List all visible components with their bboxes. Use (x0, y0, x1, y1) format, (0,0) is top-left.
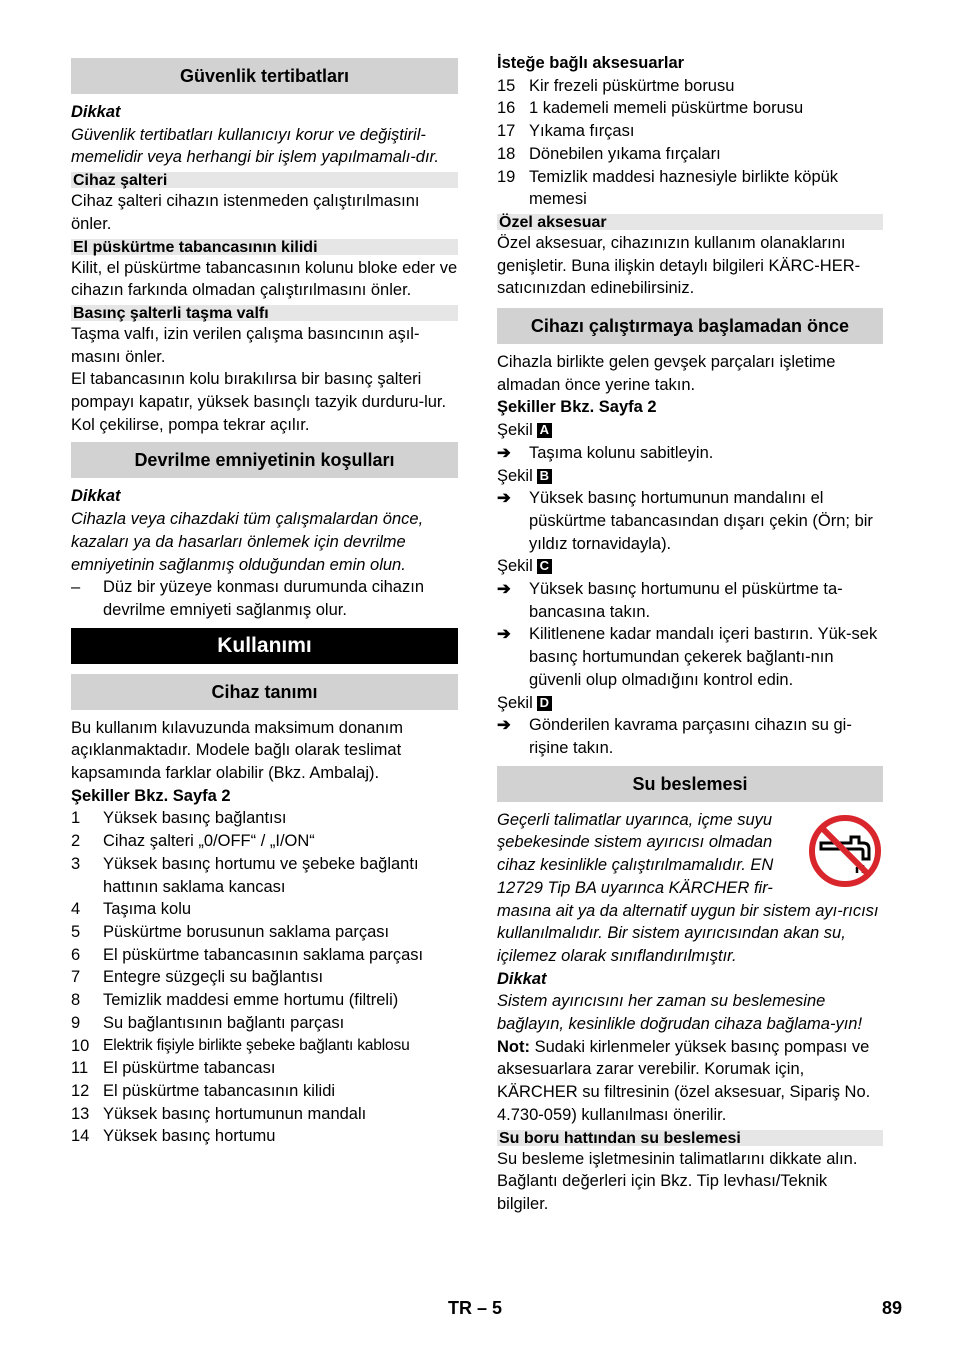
figure-ref-b: Şekil B (497, 465, 883, 488)
accessories-list (497, 75, 883, 211)
list-item-number: 6 (71, 945, 81, 964)
subheading-cihaz-salteri: Cihaz şalteri (71, 172, 458, 188)
list-item-text: El püskürtme tabancası (103, 1059, 276, 1078)
list-item-text: Püskürtme borusunun saklama parçası (103, 922, 390, 941)
list-item-number: 7 (71, 968, 81, 987)
figure-label-a: A (537, 423, 552, 438)
figure-label-d: D (537, 696, 552, 711)
list-item (71, 1012, 458, 1035)
list-item-number: 9 (71, 1013, 81, 1032)
caution-text: Cihazla veya cihazdaki tüm çalışmalardan önce, kazaları ya da hasarları önlemek için devrilme emniyetinin sağlanmış olduğundan emin olun. (71, 510, 424, 574)
section-heading-cihaz-tanimi: Cihaz tanımı (71, 674, 458, 710)
list-item (497, 166, 883, 211)
list-item-number: 18 (497, 144, 516, 163)
list-item-number: 17 (497, 122, 516, 141)
list-item-number: 4 (71, 900, 81, 919)
chapter-heading-kullanimi: Kullanımı (71, 628, 458, 664)
list-item (497, 143, 883, 166)
step-item: ➔ Yüksek basınç hortumunu el püskürtme ta-bancasına takın. (497, 578, 883, 623)
caution-text: Sistem ayırıcısını her zaman su beslemesine bağlayın, kesinlikle doğrudan cihaza bağlama-yın! (497, 992, 863, 1034)
paragraph: Cihaz şalteri cihazın istenmeden çalıştırılmasını önler. (71, 192, 420, 233)
paragraph: Cihazla birlikte gelen gevşek parçaları işletime almadan önce yerine takın. (497, 353, 836, 394)
paragraph: El tabancasının kolu bırakılırsa bir basınç şalteri pompayı kapatır, yüksek basınçlı tazyik durduru-lur. Kol çekilirse, pompa tekrar açılır. (71, 370, 447, 434)
list-item-number: 16 (497, 99, 516, 118)
list-item-text: Temizlik maddesi haznesiyle birlikte köpük memesi (529, 167, 839, 209)
list-item-text: Su bağlantısının bağlantı parçası (103, 1013, 345, 1032)
list-item-number: 11 (71, 1059, 89, 1078)
list-item-number: 3 (71, 854, 81, 873)
list-item (71, 1035, 458, 1058)
list-item (71, 966, 458, 989)
caution-text: Güvenlik tertibatları kullanıcıyı korur ve değiştiril-memelidir veya herhangi bir işlem yapılmamalı-dır. (71, 125, 440, 167)
subheading-istege-bagli: İsteğe bağlı aksesuarlar (497, 54, 685, 72)
subheading-su-boru-hatti: Su boru hattından su beslemesi (497, 1130, 883, 1146)
arrow-icon: ➔ (497, 625, 511, 644)
paragraph: Taşma valfı, izin verilen çalışma basıncının aşıl-masını önler. (71, 324, 420, 366)
list-item (71, 1057, 458, 1080)
step-item: ➔ Kilitlenene kadar mandalı içeri bastırın. Yük-sek basınç hortumundan çekerek bağlantı-nın güvenli olup olmadığını kontrol edin. (497, 623, 883, 691)
list-item-text: Dönebilen yıkama fırçaları (529, 144, 721, 163)
list-item-text: Kir frezeli püskürtme borusu (529, 76, 735, 95)
footer-language-page: TR – 5 (448, 1298, 503, 1318)
figures-reference: Şekiller Bkz. Sayfa 2 (497, 398, 657, 417)
list-item-number: 12 (71, 1081, 90, 1100)
left-column (71, 52, 458, 1148)
list-item-number: 19 (497, 167, 516, 186)
list-item-number: 15 (497, 76, 516, 95)
list-item-number: 10 (71, 1036, 90, 1055)
step-item: ➔ Gönderilen kavrama parçasını cihazın su gi-rişine takın. (497, 714, 883, 759)
list-item-number: 2 (71, 832, 81, 851)
list-item (71, 830, 458, 853)
list-item-text: 1 kademeli memeli püskürtme borusu (529, 99, 804, 118)
figure-ref-a: Şekil A (497, 419, 883, 442)
list-item (71, 807, 458, 830)
list-item-number: 5 (71, 922, 81, 941)
dash-mark: – (71, 578, 81, 597)
paragraph: Kilit, el püskürtme tabancasının kolunu bloke eder ve cihazın farkında olmadan çalıştırılmasını önler. (71, 258, 458, 300)
section-heading-guvenlik: Güvenlik tertibatları (71, 58, 458, 94)
step-item: ➔ Yüksek basınç hortumunun mandalını el püskürtme tabancasından dışarı çekin (Örn; bir yıldız tornavidayla). (497, 487, 883, 555)
footer-page-number: 89 (882, 1298, 903, 1318)
list-item (71, 1125, 458, 1148)
list-item-text: Yüksek basınç hortumunun mandalı (103, 1104, 367, 1123)
paragraph: Özel aksesuar, cihazınızın kullanım olanaklarını genişletir. Buna ilişkin detaylı bilgileri KÄRC-HER-satıcınızdan edinebilirsiniz. (497, 233, 861, 298)
subheading-ozel-aksesuar: Özel aksesuar (497, 214, 883, 230)
no-drinking-water-icon (807, 813, 883, 889)
paragraph: Bağlantı değerleri için Bkz. Tip levhası/Teknik bilgiler. (497, 1172, 828, 1213)
list-item-number: 1 (71, 809, 81, 828)
list-item-number: 14 (71, 1127, 90, 1146)
list-item-text: Yüksek basınç hortumu ve şebeke bağlantı hattının saklama kancası (103, 854, 419, 896)
list-item (71, 898, 458, 921)
section-heading-su-beslemesi: Su beslemesi (497, 766, 883, 802)
section-heading-calistirmadan-once: Cihazı çalıştırmaya başlamadan önce (497, 308, 883, 344)
note-paragraph: Not: Sudaki kirlenmeler yüksek basınç pompası ve aksesuarlara zarar verebilir. Korumak için, KÄRCHER su filtresinin (özel aksesuar, Sipariş No. 4.730-059) kullanılması önerilir. (497, 1037, 871, 1124)
figure-ref-d: Şekil D (497, 692, 883, 715)
list-item-number: 13 (71, 1104, 90, 1123)
subheading-tasma-valfi: Basınç şalterli taşma valfı (71, 305, 458, 321)
figure-ref-c: Şekil C (497, 555, 883, 578)
figure-label-b: B (537, 469, 552, 484)
caution-label: Dikkat (497, 969, 547, 988)
paragraph: Su besleme işletmesinin talimatlarını dikkate alın. (497, 1149, 858, 1168)
arrow-icon: ➔ (497, 443, 511, 462)
list-item-text: Temizlik maddesi emme hortumu (filtreli) (103, 991, 399, 1010)
list-item (497, 75, 883, 98)
caution-label: Dikkat (71, 103, 121, 121)
list-item-text: El püskürtme tabancasının kilidi (103, 1081, 336, 1100)
arrow-icon: ➔ (497, 716, 511, 735)
step-item: ➔ Taşıma kolunu sabitleyin. (497, 442, 883, 465)
parts-list (71, 807, 458, 1148)
paragraph: Bu kullanım kılavuzunda maksimum donanım açıklanmaktadır. Modele bağlı olarak teslimat kapsamında farklar olabilir (Bkz. Ambalaj). (71, 718, 403, 783)
list-item-text: Entegre süzgeçli su bağlantısı (103, 968, 324, 987)
list-item-number: 8 (71, 991, 81, 1010)
list-item-text: Taşıma kolu (103, 900, 192, 919)
list-item-text: Yıkama fırçası (529, 122, 635, 141)
right-column (497, 52, 883, 1216)
dash-item (71, 576, 458, 621)
warning-text: Geçerli talimatlar uyarınca, içme suyu şebekesinde sistem ayırıcısı olmadan cihaz kesinlikle çalıştırılmamalıdır. EN 12729 Tip BA uyarınca KÄRCHER fir-masına ait ya da alternatif uygun bir sistem ayı-rıcısı kullanılmalıdır. Bir sistem ayırıcısından akan su, içilemez olarak sınıflandırılmıştır. (497, 809, 883, 968)
list-item (71, 853, 458, 898)
list-item-text: Yüksek basınç hortumu (103, 1127, 276, 1146)
arrow-icon: ➔ (497, 489, 511, 508)
figure-label-c: C (537, 559, 552, 574)
list-item-text: Yüksek basınç bağlantısı (103, 809, 287, 828)
list-item (497, 97, 883, 120)
arrow-icon: ➔ (497, 580, 511, 599)
list-item (497, 120, 883, 143)
list-item-text: Cihaz şalteri „0/OFF“ / „I/ON“ (103, 832, 315, 851)
figures-reference: Şekiller Bkz. Sayfa 2 (71, 786, 231, 805)
list-item-text: Elektrik fişiyle birlikte şebeke bağlantı kablosu (103, 1036, 410, 1054)
dash-item-text: Düz bir yüzeye konması durumunda cihazın devrilme emniyeti sağlanmış olur. (103, 578, 424, 619)
list-item (71, 921, 458, 944)
list-item-text: El püskürtme tabancasının saklama parçası (103, 945, 424, 964)
caution-label: Dikkat (71, 487, 121, 506)
list-item (71, 944, 458, 967)
list-item (71, 1103, 458, 1126)
note-label: Not: (497, 1037, 530, 1056)
subheading-tabanca-kilidi: El püskürtme tabancasının kilidi (71, 239, 458, 255)
section-heading-devrilme: Devrilme emniyetinin koşulları (71, 442, 458, 478)
list-item (71, 989, 458, 1012)
list-item (71, 1080, 458, 1103)
